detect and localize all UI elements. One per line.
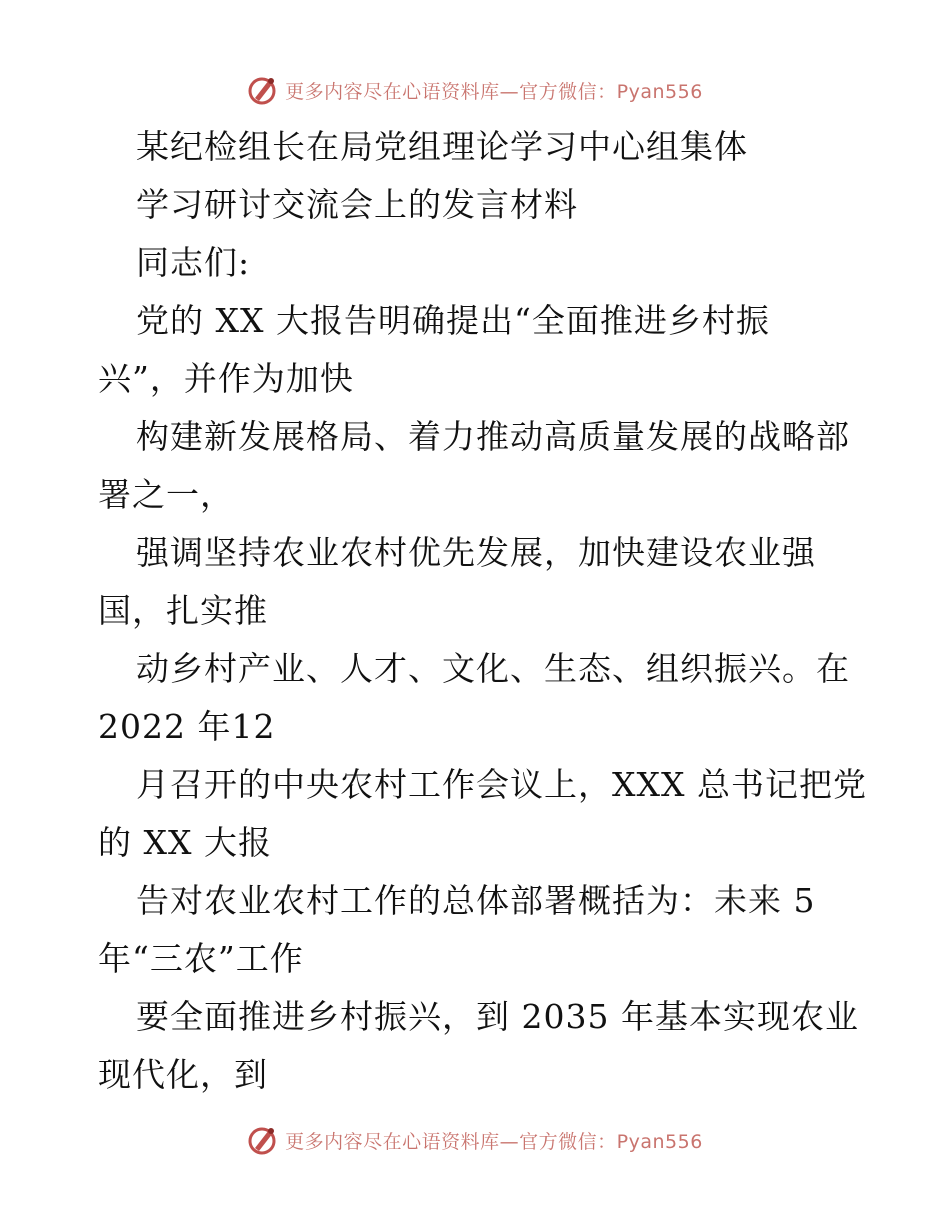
text-line: 学习研讨交流会上的发言材料 <box>136 185 578 224</box>
watermark-banner-bottom <box>0 1120 950 1160</box>
pen-logo-icon <box>247 74 279 106</box>
text-line: 强调坚持农业农村优先发展，加快建设农业强 <box>136 533 816 572</box>
text-line: 兴”，并作为加快 <box>98 359 354 398</box>
text-line: 年“三农”工作 <box>98 939 304 978</box>
text-line: 要全面推进乡村振兴，到 2035 年基本实现农业 <box>136 997 859 1036</box>
text-line: 党的 XX 大报告明确提出“全面推进乡村振 <box>136 301 770 340</box>
watermark-text: 更多内容尽在心语资料库—官方微信：Pyan556 <box>285 80 703 103</box>
text-line: 现代化，到 <box>98 1055 268 1094</box>
text-line: 构建新发展格局、着力推动高质量发展的战略部 <box>136 417 850 456</box>
document-body <box>98 118 867 1104</box>
watermark-banner-top <box>0 70 950 110</box>
text-line: 告对农业农村工作的总体部署概括为：未来 5 <box>136 881 816 920</box>
text-line: 的 XX 大报 <box>98 823 272 862</box>
text-line: 同志们: <box>136 243 251 282</box>
text-line: 动乡村产业、人才、文化、生态、组织振兴。在 <box>136 649 850 688</box>
text-line: 2022 年12 <box>98 707 276 746</box>
text-line: 国，扎实推 <box>98 591 268 630</box>
text-line: 月召开的中央农村工作会议上，XXX 总书记把党 <box>136 765 867 804</box>
watermark-text: 更多内容尽在心语资料库—官方微信：Pyan556 <box>285 1130 703 1153</box>
text-line: 某纪检组长在局党组理论学习中心组集体 <box>136 127 748 166</box>
pen-logo-icon <box>247 1124 279 1156</box>
text-line: 署之一， <box>98 475 234 514</box>
